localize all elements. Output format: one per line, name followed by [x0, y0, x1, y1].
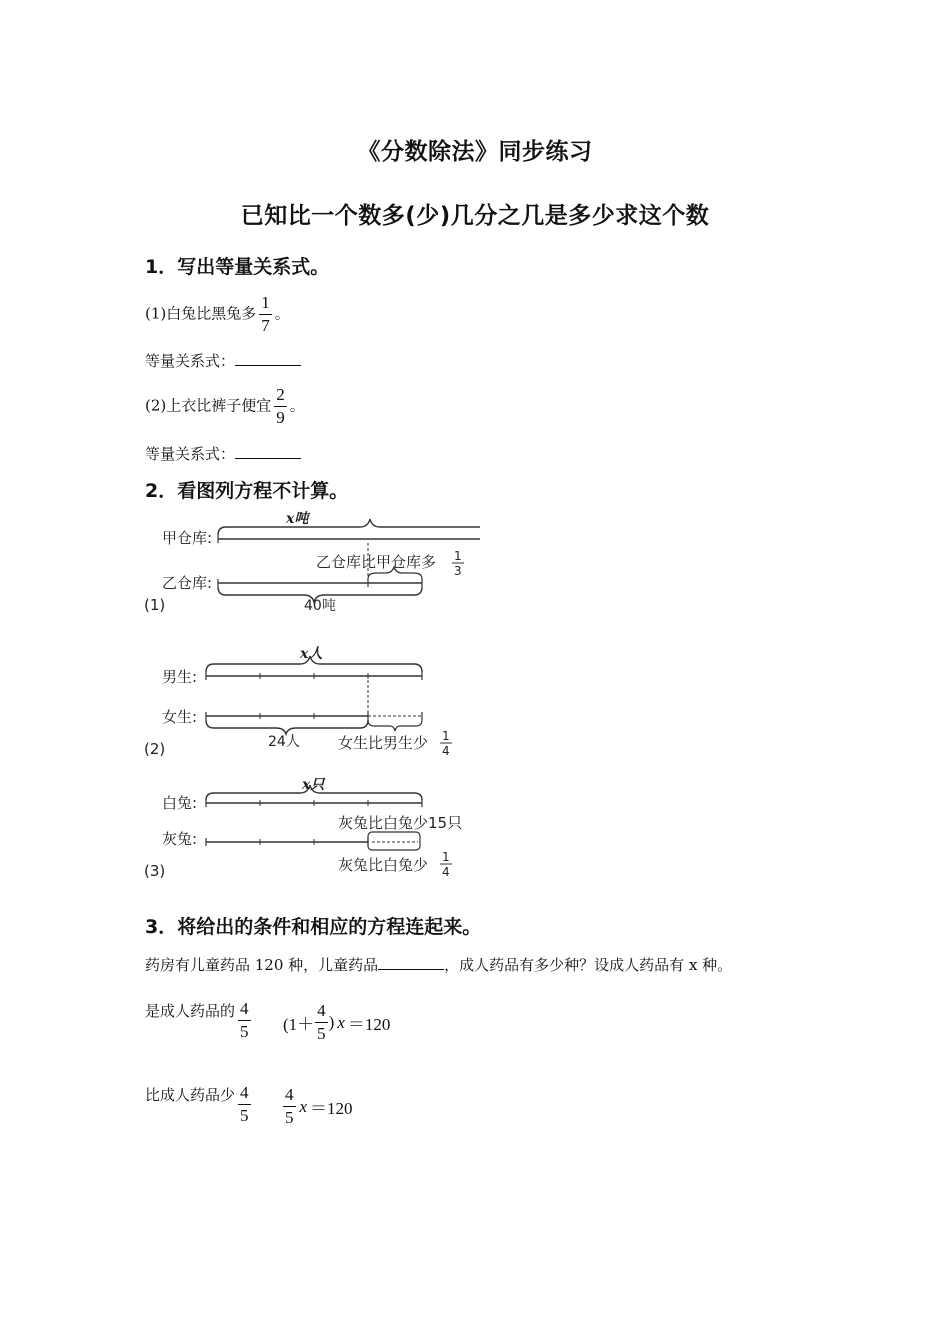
q1-item-1-text: (1)白兔比黑兔多: [145, 304, 257, 323]
diagram-3-row1-label: 白兔:: [162, 794, 198, 812]
q1-eq-line-1: [145, 350, 301, 371]
diagram-3-note-den: 4: [442, 865, 450, 879]
fraction: $\frac{4}{5}$: [240, 999, 249, 1041]
diagram-1-number: (1): [144, 596, 166, 614]
eq-label: 等量关系式：: [145, 352, 236, 370]
diagram-3: [140, 772, 500, 884]
equation-2[interactable]: $\frac{4}{5}$ x ＝120: [285, 1085, 353, 1127]
question-2-heading: 2．看图列方程不计算。: [145, 480, 349, 502]
fraction: $\frac{2}{9}$: [276, 385, 285, 427]
condition-2[interactable]: [145, 1084, 254, 1127]
diagram-2-note-den: 4: [442, 744, 450, 758]
diagram-3-note-num: 1: [442, 850, 450, 864]
condition-1-text: 是成人药品的: [145, 1002, 236, 1020]
diagram-3-note-2: 灰兔比白兔少: [338, 856, 429, 874]
diagram-1-row1-label: 甲仓库:: [162, 529, 213, 547]
diagram-3-top-label: x只: [302, 777, 325, 793]
fraction: $\frac{1}{7}$: [261, 293, 270, 335]
diagram-1: [140, 505, 480, 617]
condition-2-text: 比成人药品少: [145, 1086, 236, 1104]
diagram-3-note-1: 灰兔比白兔少15只: [338, 814, 463, 832]
eq-label: 等量关系式：: [145, 445, 236, 463]
fraction: $\frac{4}{5}$: [240, 1083, 249, 1125]
diagram-2-row1-label: 男生:: [162, 668, 198, 686]
q3-stem: [145, 954, 732, 975]
diagram-2-note: 女生比男生少: [338, 734, 429, 752]
diagram-2-top-label: x人: [300, 646, 323, 662]
q1-eq-line-2: [145, 443, 301, 464]
q1-item-2: (2)上衣比裤子便宜 $\frac{2}{9}$ 。: [145, 385, 305, 427]
diagram-2-row2-label: 女生:: [162, 708, 198, 726]
diagram-2-bottom-label: 24人: [268, 734, 300, 750]
answer-blank[interactable]: [235, 443, 301, 459]
diagram-2-note-num: 1: [442, 729, 450, 743]
answer-blank[interactable]: [235, 350, 301, 366]
q3-stem-part-b: ，成人药品有多少种？设成人药品有 x 种。: [444, 956, 733, 974]
diagram-2-number: (2): [144, 740, 166, 758]
diagram-3-number: (3): [144, 862, 166, 880]
q1-item-1: (1)白兔比黑兔多 $\frac{1}{7}$ 。: [145, 293, 290, 335]
diagram-1-note-num: 1: [454, 549, 462, 563]
diagram-1-row2-label: 乙仓库:: [162, 574, 213, 592]
diagram-3-row2-label: 灰兔:: [162, 830, 198, 848]
question-1-heading: 1．写出等量关系式。: [145, 256, 330, 278]
equation-1[interactable]: (1＋ $\frac{4}{5}$ ) x ＝120: [283, 1001, 391, 1043]
diagram-1-bottom-label: 40吨: [304, 598, 336, 614]
brace-top: [218, 519, 480, 535]
diagram-2: [140, 640, 480, 760]
question-3-heading: 3．将给出的条件和相应的方程连起来。: [145, 916, 482, 938]
page-title: 《分数除法》同步练习: [357, 139, 593, 165]
page-subtitle: 已知比一个数多(少)几分之几是多少求这个数: [240, 203, 710, 229]
diagram-1-note: 乙仓库比甲仓库多: [316, 553, 437, 571]
diagram-1-note-den: 3: [454, 564, 462, 578]
q3-blank[interactable]: [378, 954, 444, 970]
fraction: $\frac{4}{5}$: [285, 1085, 294, 1127]
condition-1[interactable]: [145, 1000, 254, 1043]
fraction: $\frac{4}{5}$: [317, 1001, 326, 1043]
q1-item-2-text: (2)上衣比裤子便宜: [145, 396, 272, 415]
q3-stem-part-a: 药房有儿童药品 120 种，儿童药品: [145, 956, 379, 974]
diagram-1-top-label: x吨: [286, 511, 309, 527]
